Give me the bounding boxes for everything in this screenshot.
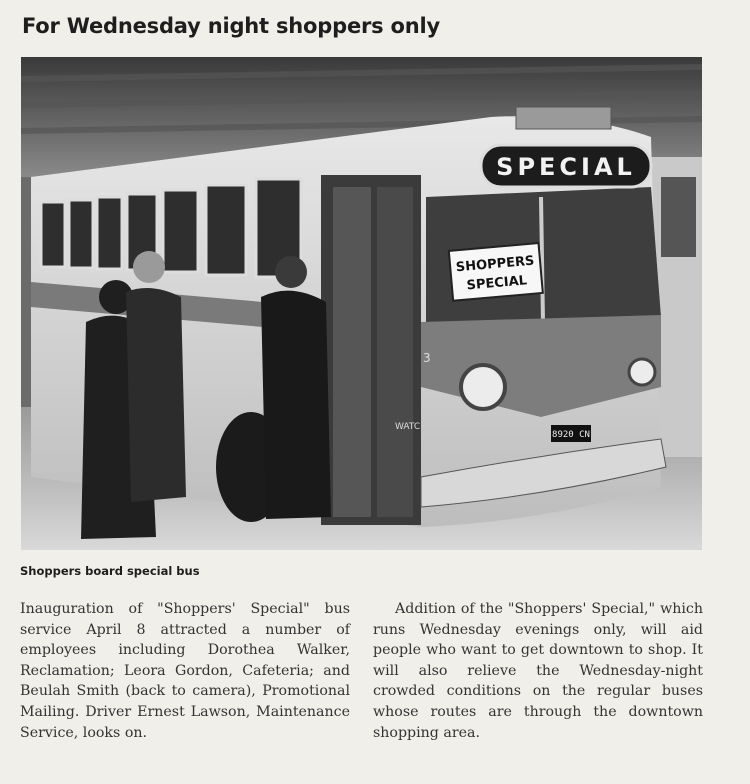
- door-label: WATC: [395, 422, 421, 432]
- right-headlight: [629, 359, 655, 385]
- license-plate-text: 8920 CN: [552, 430, 590, 440]
- body-column-right: [373, 599, 703, 743]
- destination-sign-text: SPECIAL: [496, 153, 636, 181]
- bus-photo: [21, 57, 702, 550]
- left-headlight: [461, 365, 505, 409]
- window-card-line1: SHOPPERS: [455, 253, 535, 276]
- headline: For Wednesday night shoppers only: [22, 14, 441, 38]
- body-column-left: [20, 599, 350, 743]
- bus-photo-illustration: [21, 57, 702, 550]
- photo-caption: Shoppers board special bus: [20, 564, 200, 578]
- window-card: [449, 243, 543, 301]
- body-paragraph-left: Inauguration of "Shoppers' Special" bus service April 8 attracted a number of employees including Dorothea Walker, Reclamation; Leora Gordon, Cafeteria; and Beulah Smith (back to camera), Promotional Mailing. Driver Ernest Lawson, Maintenance Service, looks on.: [20, 601, 350, 741]
- window-card-line2: SPECIAL: [466, 273, 528, 294]
- body-paragraph-right: Addition of the "Shoppers' Special," which runs Wednesday evenings only, will aid people who want to get downtown to shop. It will also relieve the Wednesday-night crowded conditions on the regular buses whose routes are through the downtown shopping area.: [373, 601, 703, 741]
- side-number: 3: [423, 351, 431, 365]
